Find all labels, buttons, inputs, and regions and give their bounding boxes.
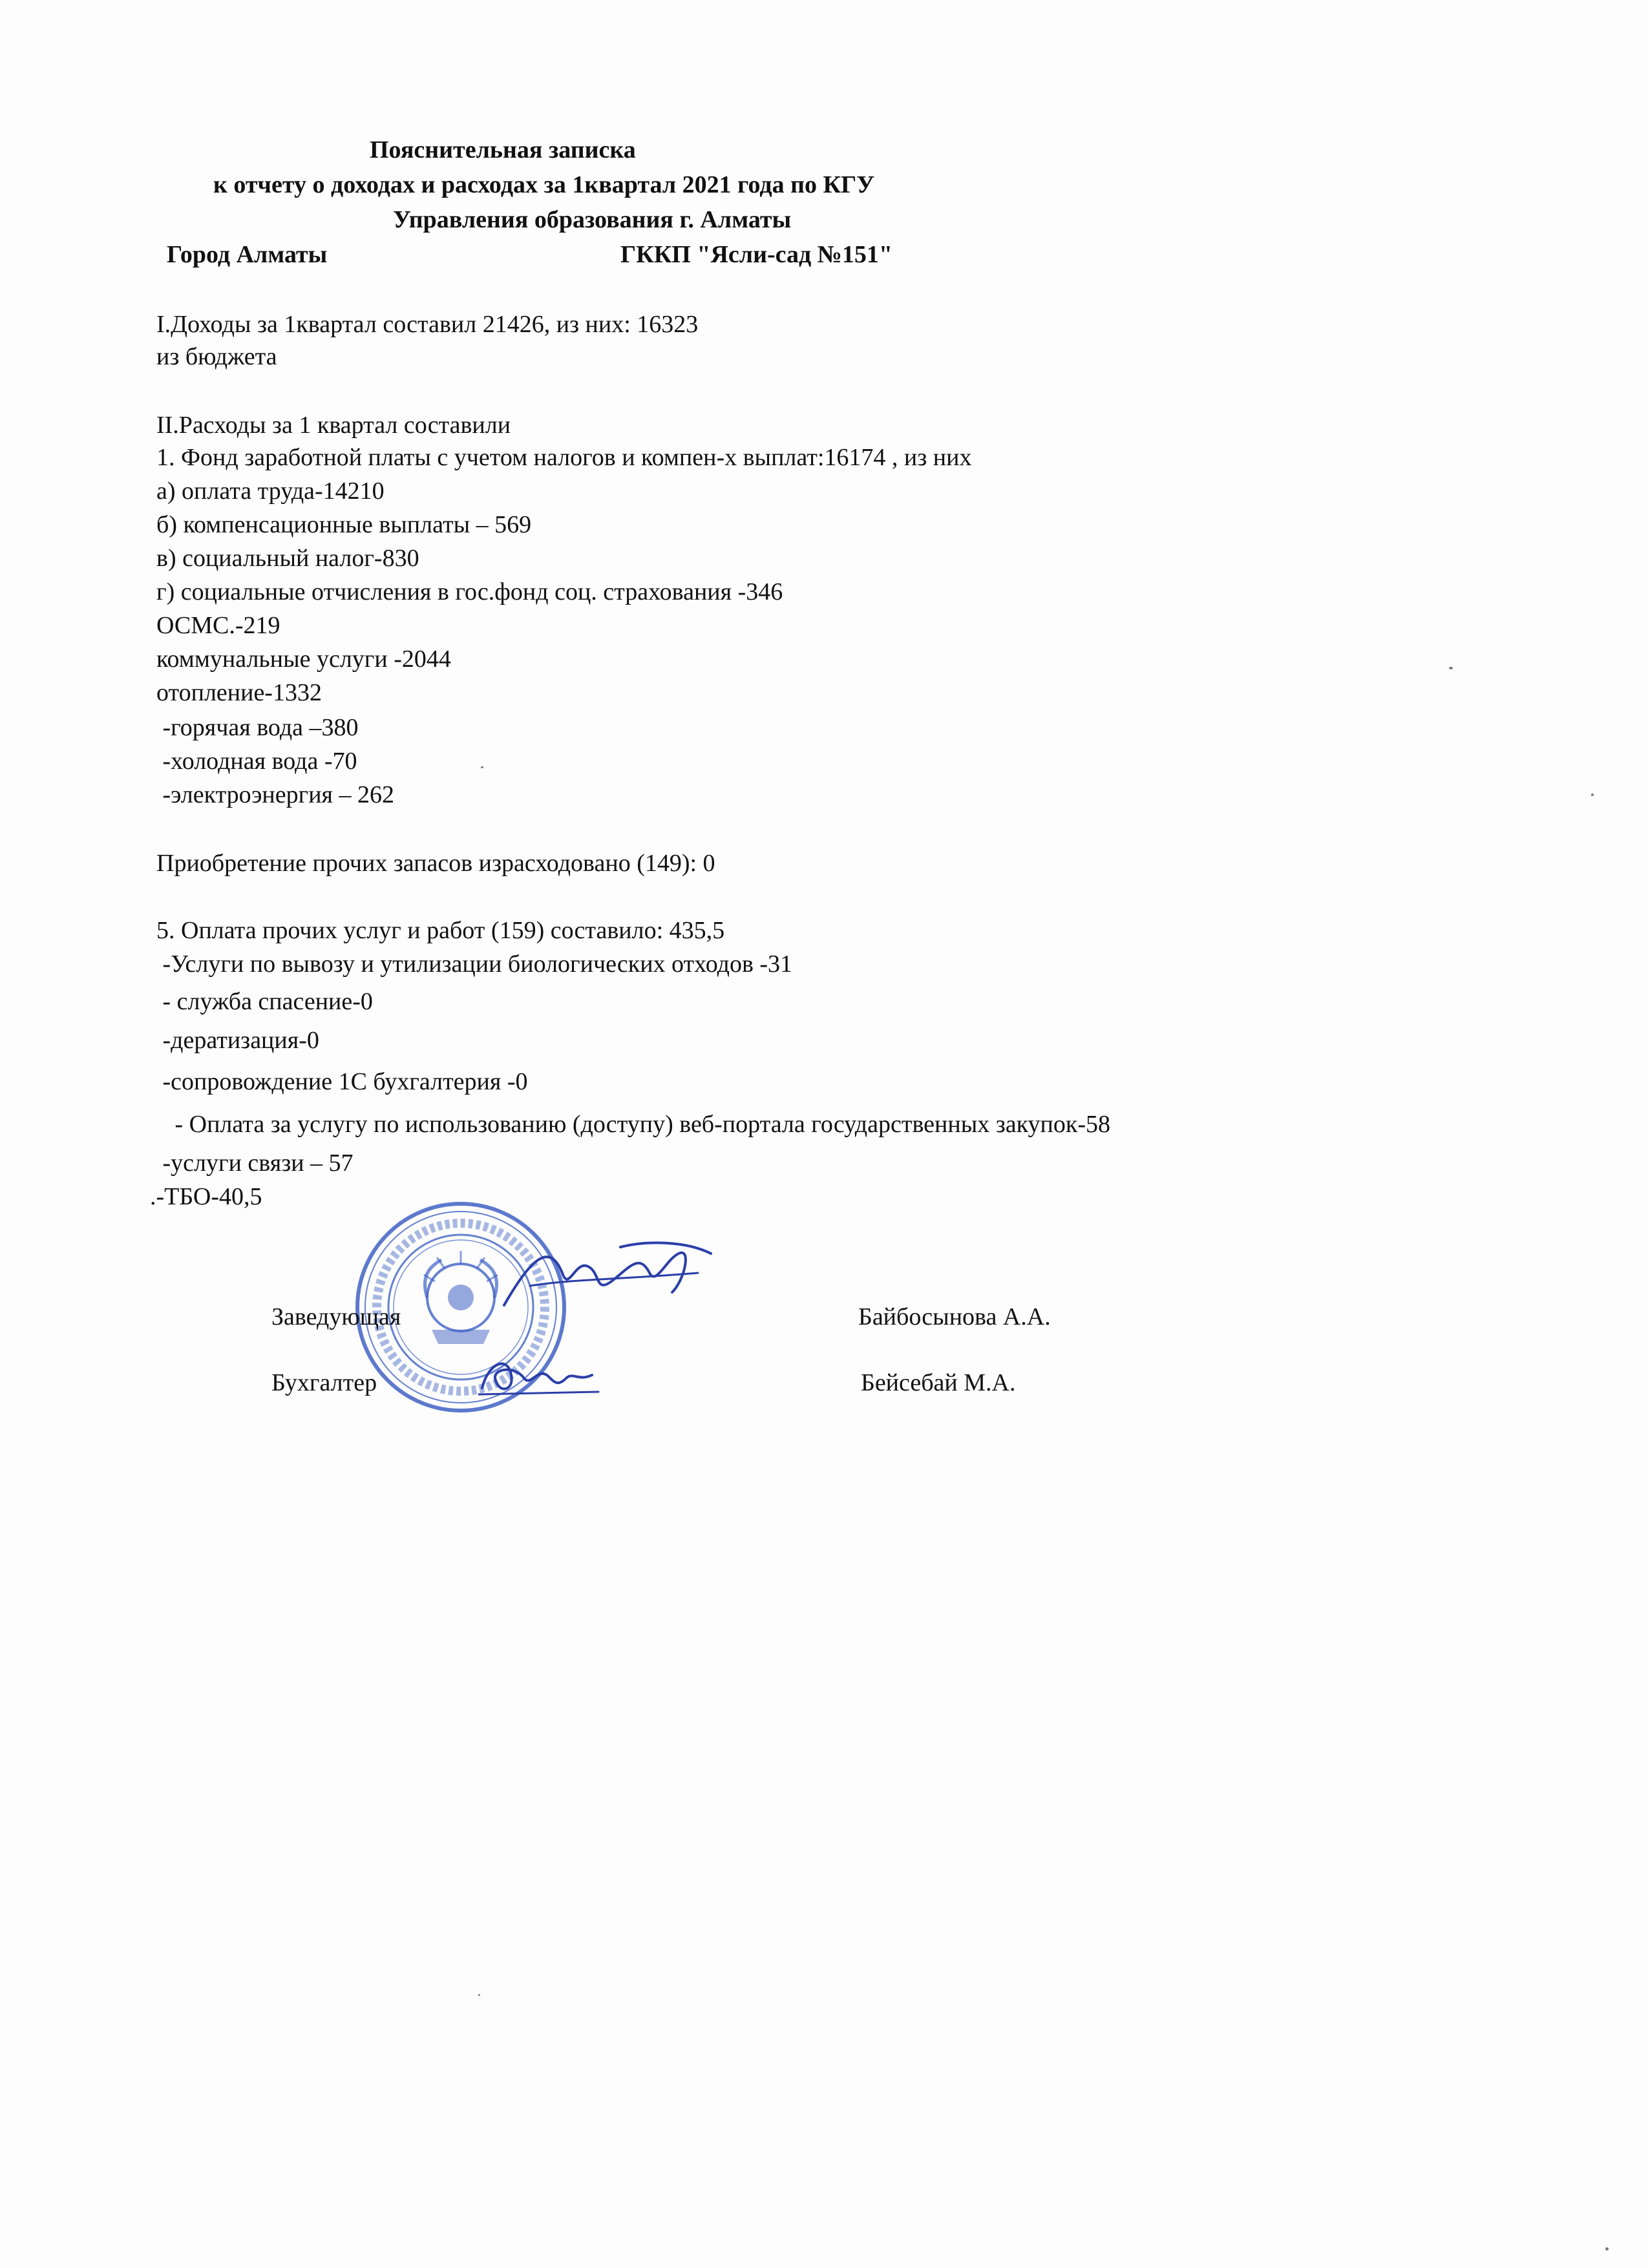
accountant-signature (476, 1349, 605, 1401)
department-name: Управления образования г. Алматы (393, 206, 792, 233)
osms-line: ОСМС.-219 (156, 612, 280, 639)
service-item: -Услуги по вывозу и утилизации биологических отходов -31 (156, 950, 793, 978)
accountant-name: Бейсебай М.А. (861, 1369, 1016, 1396)
head-signature (491, 1234, 724, 1325)
service-item: -дератизация-0 (156, 1027, 319, 1054)
utility-item: -горячая вода –380 (156, 714, 359, 741)
income-line-1: I.Доходы за 1квартал составил 21426, из них: 16323 (156, 311, 699, 338)
expenses-title: II.Расходы за 1 квартал составили (156, 412, 511, 439)
income-line-2: из бюджета (156, 343, 277, 370)
city-name: Город Алматы (167, 241, 328, 268)
scan-speck (478, 1994, 480, 1996)
scan-speck (481, 766, 483, 768)
scan-speck (1591, 793, 1594, 796)
supplies-line: Приобретение прочих запасов израсходовано (149): 0 (156, 850, 715, 877)
document-title: Пояснительная записка (370, 136, 636, 163)
payroll-line: 1. Фонд заработной платы с учетом налогов и компен-х выплат:16174 , из них (156, 444, 972, 471)
accountant-title: Бухгалтер (271, 1369, 377, 1396)
service-item: -сопровождение 1С бухгалтерия -0 (156, 1068, 528, 1095)
heating-line: отопление-1332 (156, 679, 322, 706)
utility-item: -холодная вода -70 (156, 748, 357, 775)
payroll-item: а) оплата труда-14210 (156, 478, 385, 505)
service-item: -услуги связи – 57 (156, 1150, 354, 1177)
utilities-line: коммунальные услуги -2044 (156, 646, 451, 673)
utility-item: -электроэнергия – 262 (156, 781, 395, 808)
head-name: Байбосынова А.А. (858, 1303, 1051, 1330)
service-item: .-ТБО-40,5 (150, 1183, 262, 1210)
payroll-item: в) социальный налог-830 (156, 545, 419, 572)
payroll-item: б) компенсационные выплаты – 569 (156, 511, 532, 538)
service-item: - служба спасение-0 (156, 988, 373, 1015)
scan-speck (1449, 667, 1453, 669)
services-line: 5. Оплата прочих услуг и работ (159) составило: 435,5 (156, 917, 725, 944)
service-item: - Оплата за услугу по использованию (доступу) веб-портала государственных закупок-58 (156, 1111, 1111, 1138)
payroll-item: г) социальные отчисления в гос.фонд соц. страхования -346 (156, 578, 783, 605)
head-title: Заведующая (271, 1303, 401, 1330)
organization-name: ГККП "Ясли-сад №151" (620, 241, 893, 268)
scan-speck (1605, 2247, 1609, 2251)
document-subtitle: к отчету о доходах и расходах за 1квартал 2021 года по КГУ (213, 171, 875, 198)
